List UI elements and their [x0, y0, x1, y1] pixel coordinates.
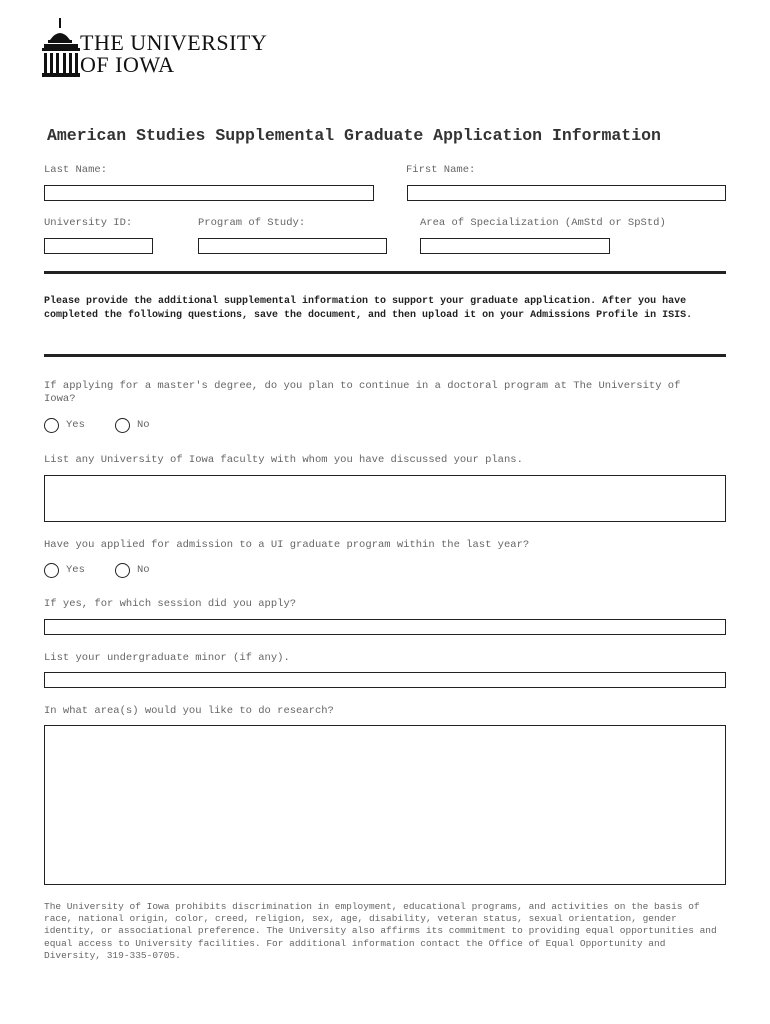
- last-name-field[interactable]: [44, 185, 374, 201]
- doctoral-plan-yes-radio[interactable]: [44, 418, 59, 433]
- applied-before-yes-radio[interactable]: [44, 563, 59, 578]
- applied-before-no-label: No: [137, 564, 150, 576]
- last-name-label: Last Name:: [44, 164, 108, 176]
- program-of-study-field[interactable]: [198, 238, 387, 254]
- doctoral-plan-question: If applying for a master's degree, do you plan to continue in a doctoral program at The University of Iowa?: [44, 380, 681, 405]
- doctoral-plan-no-radio[interactable]: [115, 418, 130, 433]
- doctoral-plan-yes-label: Yes: [66, 419, 85, 431]
- which-session-field[interactable]: [44, 619, 726, 635]
- old-capitol-icon: [42, 18, 80, 78]
- research-areas-field[interactable]: [44, 725, 726, 885]
- nondiscrimination-statement: The University of Iowa prohibits discrimination in employment, educational programs, and activities on the basis of race, national origin, color, creed, religion, sex, age, disability, veteran status, sexual orientation, gender identity, or associational preference. The University also affirms its commitment to providing equal opportunities and equal access to University facilities. For additional information contact the Office of Equal Opportunity and Diversity, 319-335-0705.: [44, 901, 717, 961]
- applied-before-question: Have you applied for admission to a UI graduate program within the last year?: [44, 539, 530, 551]
- undergrad-minor-field[interactable]: [44, 672, 726, 688]
- which-session-question: If yes, for which session did you apply?: [44, 598, 297, 610]
- area-of-specialization-label: Area of Specialization (AmStd or SpStd): [420, 217, 666, 229]
- page-title: American Studies Supplemental Graduate Application Information: [47, 126, 661, 145]
- research-areas-question: In what area(s) would you like to do research?: [44, 705, 334, 717]
- divider-top: [44, 271, 726, 274]
- applied-before-no-radio[interactable]: [115, 563, 130, 578]
- logo-line-1: THE UNIVERSITY: [80, 30, 268, 55]
- university-id-label: University ID:: [44, 217, 133, 229]
- faculty-discussed-question: List any University of Iowa faculty with whom you have discussed your plans.: [44, 454, 523, 466]
- logo-line-2: OF IOWA: [80, 52, 175, 77]
- area-of-specialization-field[interactable]: [420, 238, 610, 254]
- instructions-text: Please provide the additional supplemental information to support your graduate application. After you have completed the following questions, save the document, and then upload it on your Admissions Profile in ISIS.: [44, 296, 693, 321]
- applied-before-yes-label: Yes: [66, 564, 85, 576]
- doctoral-plan-no-label: No: [137, 419, 150, 431]
- university-logo: [42, 18, 272, 80]
- first-name-label: First Name:: [406, 164, 476, 176]
- first-name-field[interactable]: [407, 185, 726, 201]
- faculty-discussed-field[interactable]: [44, 475, 726, 522]
- university-id-field[interactable]: [44, 238, 153, 254]
- program-of-study-label: Program of Study:: [198, 217, 306, 229]
- divider-instructions: [44, 354, 726, 357]
- undergrad-minor-question: List your undergraduate minor (if any).: [44, 652, 290, 664]
